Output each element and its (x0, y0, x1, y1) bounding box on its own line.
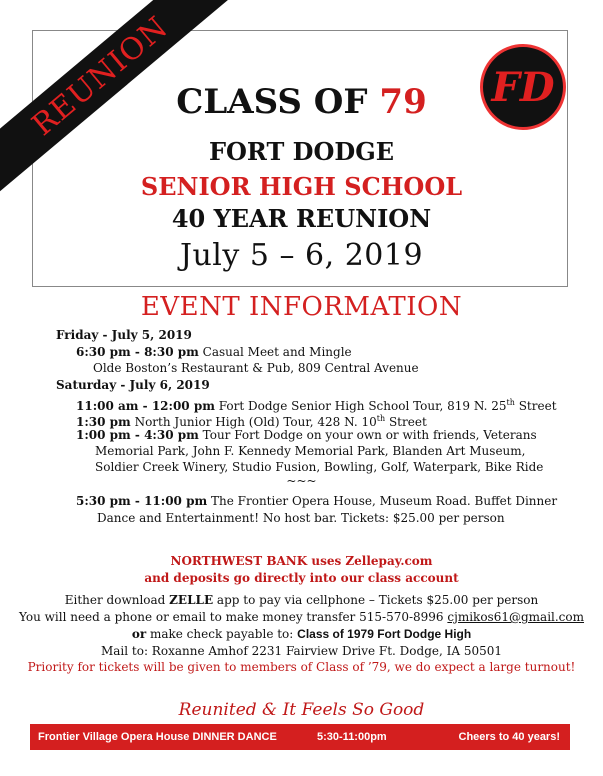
friday-desc-1: Casual Meet and Mingle (198, 345, 352, 359)
logo-letters: FD (491, 63, 555, 111)
saturday-sup-1: th (506, 398, 515, 407)
saturday-sup-2: th (376, 414, 386, 423)
saturday-end-1: Street (514, 399, 557, 413)
ribbon-text: REUNION (25, 9, 175, 143)
class-year: 79 (379, 82, 427, 122)
check-payee: Class of 1979 Fort Dodge High (297, 627, 472, 641)
saturday-time-4: 5:30 pm - 11:00 pm (76, 494, 208, 508)
saturday-desc-1: Fort Dodge Senior High School Tour, 819 N. 25 (214, 399, 507, 413)
friday-time-1: 6:30 pm - 8:30 pm (76, 345, 199, 359)
saturday-event-3 (76, 428, 537, 443)
reunion-dates: July 5 – 6, 2019 (179, 238, 424, 273)
bank-line: NORTHWEST BANK uses Zellepay.com (170, 554, 433, 568)
footer-right: Cheers to 40 years! (458, 731, 560, 743)
transfer-line (0, 610, 603, 624)
class-of-text: CLASS OF (176, 82, 380, 122)
zelle-text-c: app to pay via cellphone – Tickets $25.00 per person (213, 593, 539, 607)
saturday-end-2: Street (385, 415, 427, 429)
mail-line: Mail to: Roxanne Amhof 2231 Fairview Drive Ft. Dodge, IA 50501 (100, 644, 503, 658)
zelle-line (0, 593, 603, 607)
reunion-title: 40 YEAR REUNION (171, 204, 432, 233)
event-heading: EVENT INFORMATION (140, 292, 463, 322)
saturday-desc-3: Tour Fort Dodge on your own or with friends, Veterans (198, 428, 537, 442)
zelle-text-a: Either download (64, 593, 170, 607)
saturday-time-1: 11:00 am - 12:00 pm (76, 399, 215, 413)
email-link[interactable]: cjmikos61@gmail.com (447, 610, 585, 624)
city-title: FORT DODGE (208, 137, 394, 166)
friday-venue: Olde Boston’s Restaurant & Pub, 809 Central Avenue (93, 361, 419, 375)
saturday-time-2: 1:30 pm (76, 415, 131, 429)
transfer-text: You will need a phone or email to make money transfer 515-570-8996 (18, 610, 448, 624)
slogan: Reunited & It Feels So Good (178, 700, 425, 720)
footer-left: Frontier Village Opera House DINNER DANCE (38, 731, 277, 743)
school-title: SENIOR HIGH SCHOOL (140, 172, 463, 201)
check-line (0, 627, 603, 641)
friday-label: Friday - July 5, 2019 (56, 328, 192, 342)
saturday-desc-3b: Memorial Park, John F. Kennedy Memorial Park, Blanden Art Museum, (95, 444, 526, 458)
footer-bar (30, 724, 570, 750)
check-text: make check payable to: (146, 627, 298, 641)
separator: ~~~ (286, 474, 317, 488)
saturday-desc-4b: Dance and Entertainment! No host bar. Tickets: $25.00 per person (97, 511, 505, 525)
priority-line: Priority for tickets will be given to members of Class of ’79, we do expect a large turnout! (27, 660, 576, 674)
saturday-label: Saturday - July 6, 2019 (56, 378, 210, 392)
deposit-line: and deposits go directly into our class account (144, 571, 459, 585)
saturday-desc-4: The Frontier Opera House, Museum Road. Buffet Dinner (207, 494, 558, 508)
zelle-name: ZELLE (169, 593, 214, 607)
saturday-event-4 (76, 494, 557, 509)
footer-mid: 5:30-11:00pm (317, 731, 387, 743)
check-or: or (131, 627, 147, 641)
saturday-desc-2: North Junior High (Old) Tour, 428 N. 10 (130, 415, 377, 429)
saturday-time-3: 1:00 pm - 4:30 pm (76, 428, 199, 442)
friday-event-1 (76, 345, 352, 360)
saturday-desc-3c: Soldier Creek Winery, Studio Fusion, Bowling, Golf, Waterpark, Bike Ride (95, 460, 544, 474)
